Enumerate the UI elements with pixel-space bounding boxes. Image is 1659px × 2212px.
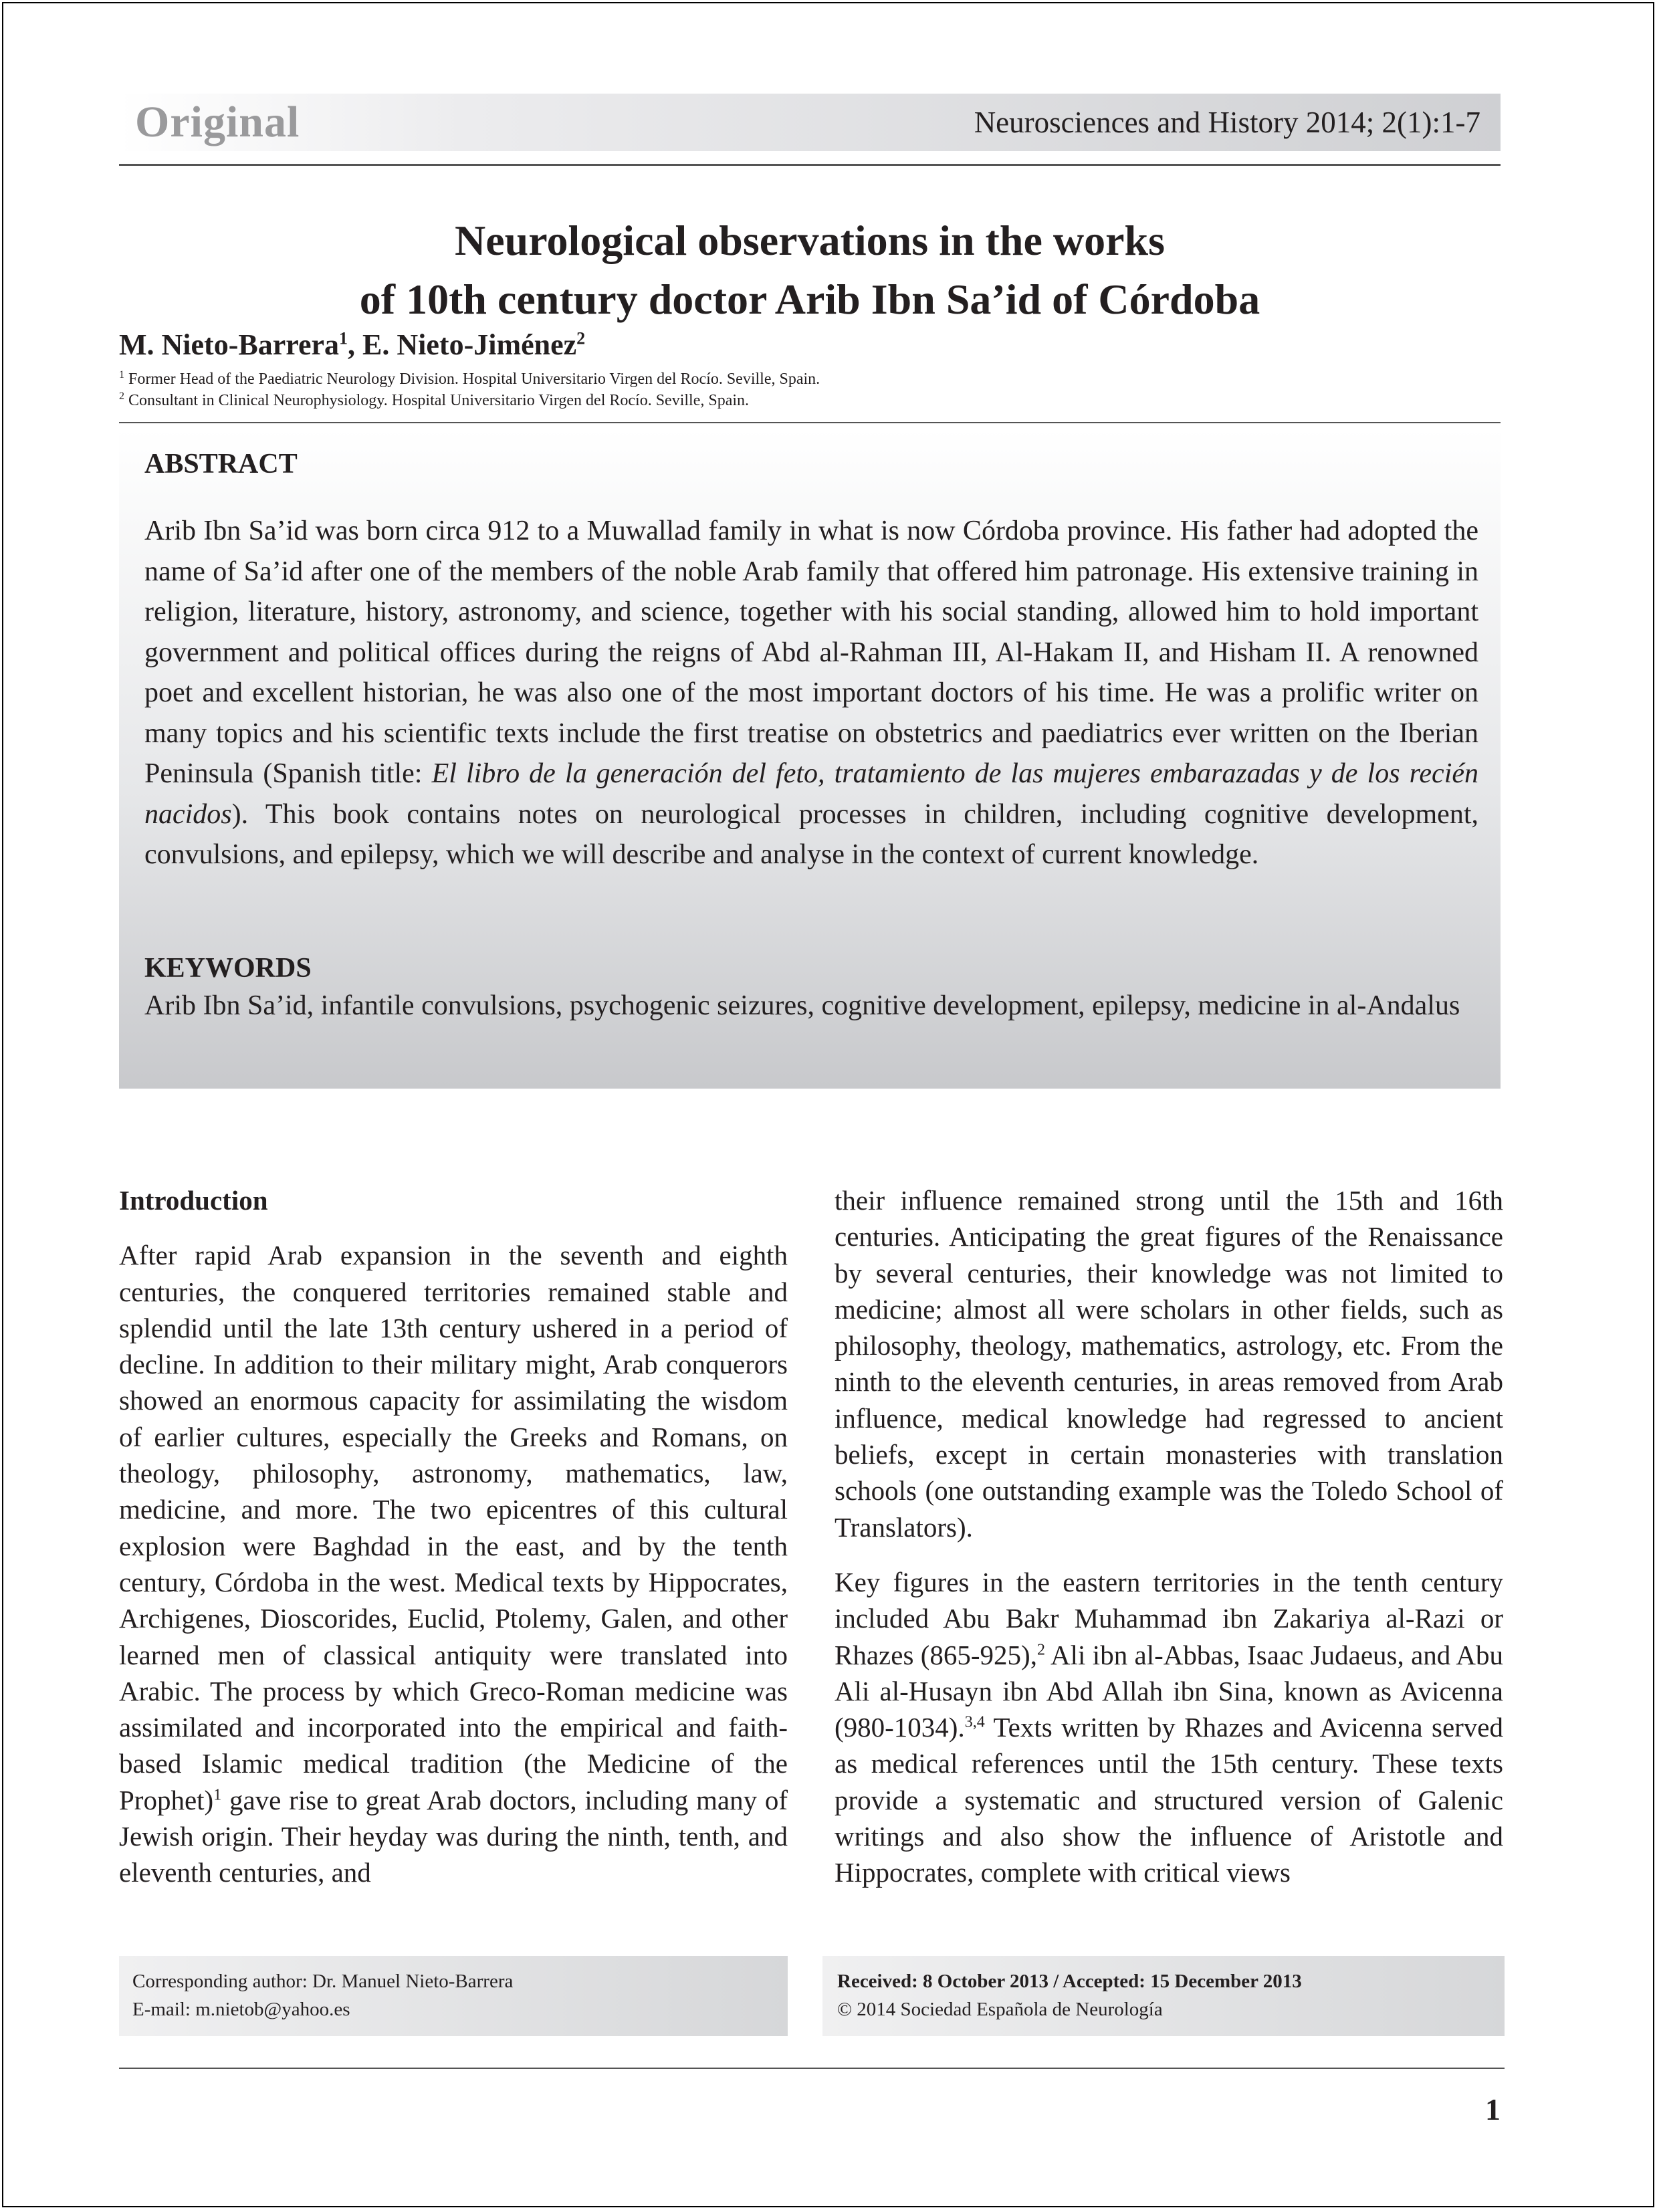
paragraph-text: After rapid Arab expansion in the seventh and eighth centuries, the conquered territories remained stable and splendid until the late 13th century ushered in a period of decline. In addition to their military might, Arab conquerors showed an enormous capacity for assimilating the wisdom of earlier cultures, especially the Greeks and Romans, on theology, philosophy, astronomy, mathematics, law, medicine, and more. The two epicentres of this cultural explosion were Baghdad in the east, and by the tenth century, Córdoba in the west. Medical texts by Hippocrates, Archigenes, Dioscorides, Euclid, Ptolemy, Galen, and other learned men of classical antiquity were translated into Arabic. The process by which Greco-Roman medicine was assimilated and incorporated into the empirical and faith-based Islamic medical tradition (the Medicine of the Prophet) [119, 1240, 788, 1815]
abstract-text-part: ). This book contains notes on neurological processes in children, including cognitive development, convulsions, and epilepsy, which we will describe and analyse in the context of current knowledge. [144, 798, 1478, 870]
abstract-book-title: El libro de la generación del feto, tratamiento de las mujeres embarazadas y de los recién nacidos [144, 758, 1479, 830]
keywords-text: Arib Ibn Sa’id, infantile convulsions, psychogenic seizures, cognitive development, epilepsy, medicine in al-Andalus [144, 990, 1460, 1021]
affiliation-text: Consultant in Clinical Neurophysiology. Hospital Universitario Virgen del Rocío. Seville, Spain. [124, 392, 750, 409]
keywords-heading: KEYWORDS [144, 953, 312, 984]
paragraph [835, 1564, 1503, 1891]
right-column [835, 1182, 1503, 1891]
author-name: M. Nieto-Barrera [119, 328, 340, 361]
footer-rule [119, 2068, 1505, 2069]
abstract-heading: ABSTRACT [144, 449, 298, 479]
header-rule [119, 164, 1501, 166]
received-accepted-dates: Received: 8 October 2013 / Accepted: 15 December 2013 [837, 1971, 1302, 1992]
paragraph: their influence remained strong until the 15th and 16th centuries. Anticipating the great figures of the Renaissance by several centuries, their knowledge was not limited to medicine; almost all were scholars in other fields, such as philosophy, theology, mathematics, astrology, etc. From the ninth to the eleventh centuries, in areas removed from Arab influence, medical knowledge had regressed to ancient beliefs, except in certain monasteries with translation schools (one outstanding example was the Toledo School of Translators). [835, 1185, 1503, 1543]
abstract-text [144, 511, 1478, 875]
reference-marker: 1 [213, 1786, 222, 1804]
author-separator: , [348, 328, 363, 361]
affiliation-text: Former Head of the Paediatric Neurology Division. Hospital Universitario Virgen del Rocío. Seville, Spain. [124, 370, 820, 388]
paragraph-text: Key figures in the eastern territories in the tenth century included Abu Bakr Muhammad ibn Zakariya al-Razi or Rhazes (865-925), [835, 1566, 1503, 1670]
section-heading: Introduction [119, 1185, 268, 1216]
corresponding-author-box [119, 1956, 788, 2036]
copyright-notice: © 2014 Sociedad Española de Neurología [837, 1999, 1163, 2020]
affiliation-marker: 1 [339, 328, 348, 348]
affiliation-rule [119, 422, 1501, 423]
affiliation-marker: 1 [119, 369, 124, 380]
left-column [119, 1182, 788, 1891]
corresponding-author: Corresponding author: Dr. Manuel Nieto-Barrera [132, 1971, 514, 1992]
running-header [119, 94, 1501, 151]
author-list [119, 328, 585, 362]
paragraph-text: Texts written by Rhazes and Avicenna served as medical references until the 15th century. These texts provide a systematic and structured version of Galenic writings and also show the influence of Aristotle and Hippocrates, complete with critical views [835, 1712, 1503, 1888]
reference-marker: 2 [1036, 1640, 1045, 1658]
paragraph-text: Ali ibn al-Abbas, Isaac Judaeus, and Abu Ali al-Husayn ibn Abd Allah ibn Sina, known as Avicenna (980-1034). [835, 1639, 1504, 1743]
reference-marker: 3,4 [964, 1713, 985, 1731]
author-email: E-mail: m.nietob@yahoo.es [132, 1999, 350, 2020]
journal-citation: Neurosciences and History 2014; 2(1):1-7 [974, 106, 1480, 139]
title-line-1: Neurological observations in the works [455, 217, 1165, 264]
publication-dates-box [822, 1956, 1505, 2036]
section-label: Original [135, 98, 300, 146]
article-title [119, 211, 1501, 329]
page-number: 1 [1485, 2092, 1501, 2126]
title-line-2: of 10th century doctor Arib Ibn Sa’id of Córdoba [359, 275, 1260, 323]
paragraph-text: gave rise to great Arab doctors, including many of Jewish origin. Their heyday was during the ninth, tenth, and eleventh centuries, and [119, 1784, 788, 1888]
affiliation-2 [119, 391, 749, 410]
affiliation-marker: 2 [576, 328, 586, 348]
author-name: E. Nieto-Jiménez [362, 328, 577, 361]
abstract-box [119, 428, 1501, 1089]
affiliation-1 [119, 369, 820, 389]
abstract-text-part: Arib Ibn Sa’id was born circa 912 to a Muwallad family in what is now Córdoba province. His father had adopted the name of Sa’id after one of the members of the noble Arab family that offered him patronage. His extensive training in religion, literature, history, astronomy, and science, together with his social standing, allowed him to hold important government and political offices during the reigns of Abd al-Rahman III, Al-Hakam II, and Hisham II. A renowned poet and excellent historian, he was also one of the most important doctors of his time. He was a prolific writer on many topics and his scientific texts include the first treatise on obstetrics and paediatrics ever written on the Iberian Peninsula (Spanish title: [144, 516, 1478, 789]
affiliation-marker: 2 [119, 391, 124, 402]
paragraph [119, 1237, 788, 1890]
